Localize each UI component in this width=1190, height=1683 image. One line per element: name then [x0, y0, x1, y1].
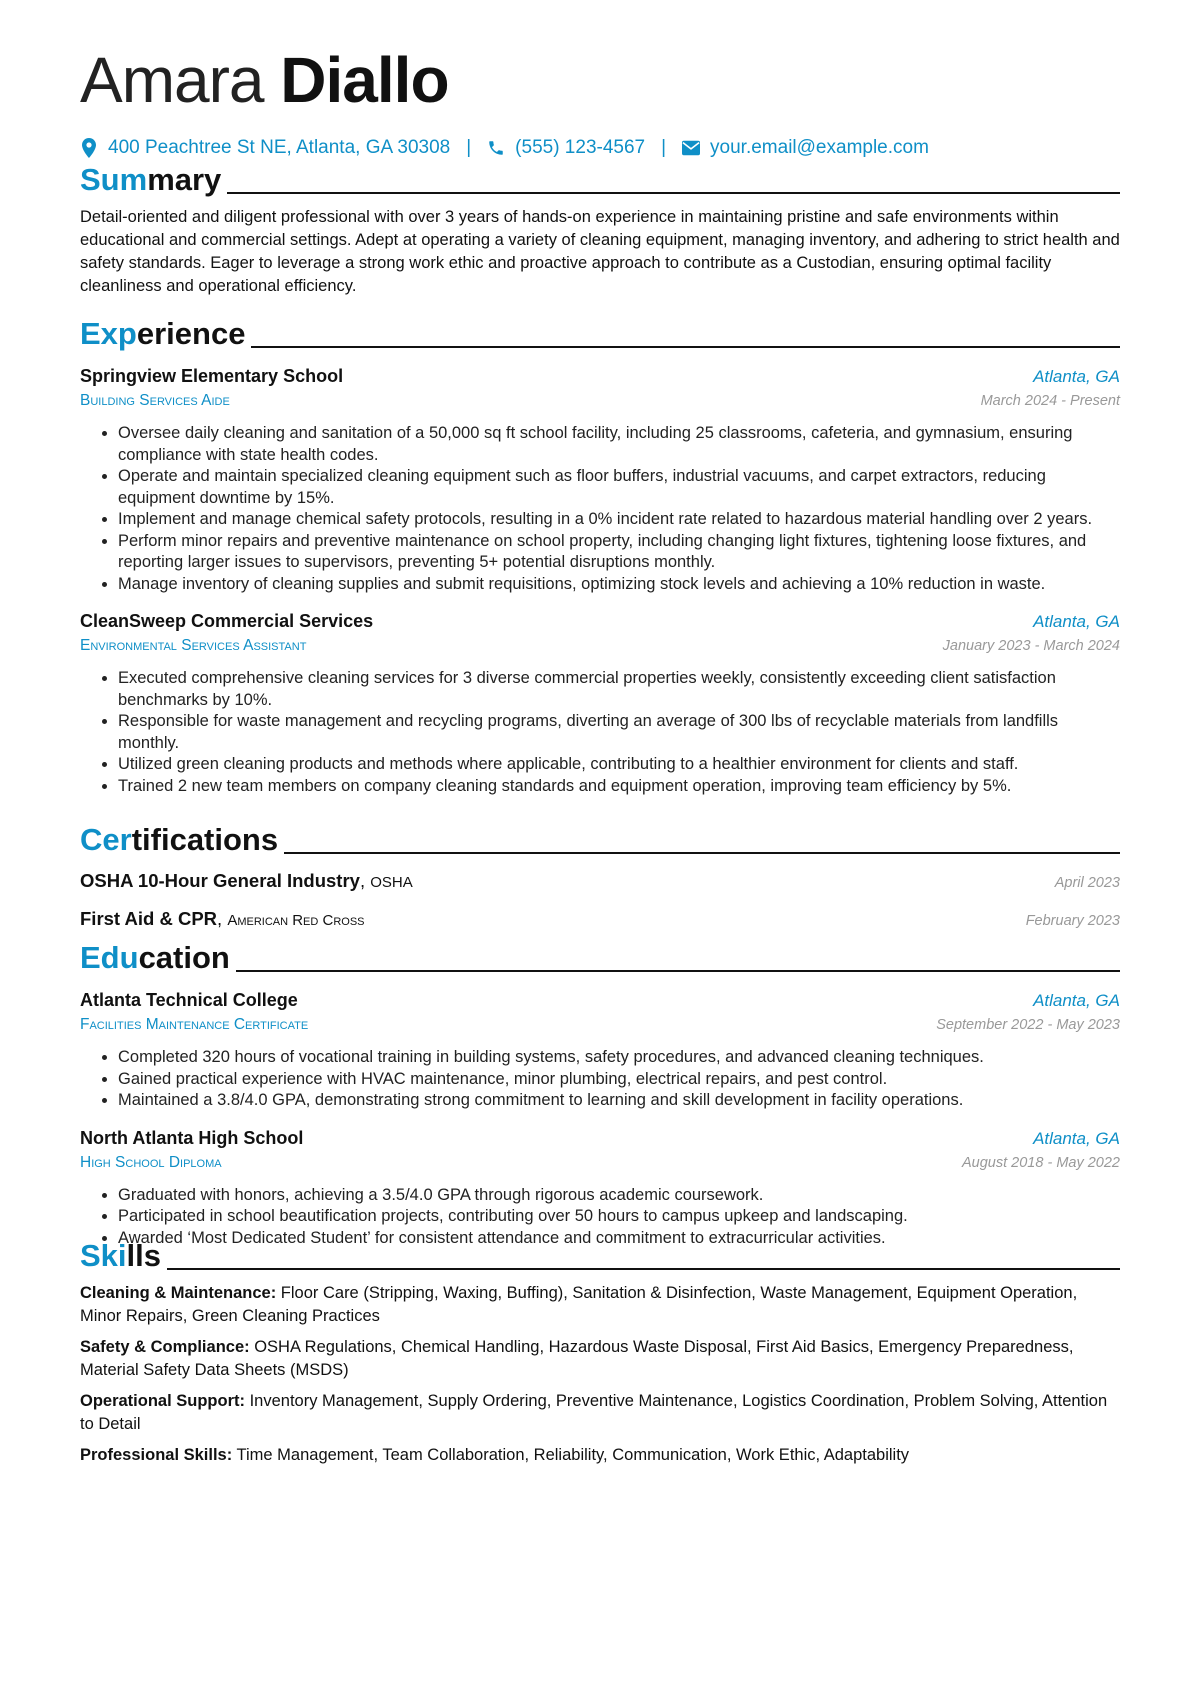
- skill-group: [80, 1390, 1120, 1436]
- bullet-item: • Awarded ‘Most Dedicated Student’ for consistent attendance and commitment to extracurricular activities.: [118, 1228, 1120, 1250]
- bullet-item: • Responsible for waste management and recycling programs, diverting an average of 300 lbs of recyclable materials from landfills monthly.: [118, 711, 1120, 754]
- school-name: Atlanta Technical College: [80, 990, 298, 1010]
- entry-dates: September 2022 - May 2023: [936, 1017, 1120, 1033]
- certification-date: February 2023: [1025, 913, 1120, 929]
- section-title: Summary: [80, 162, 222, 197]
- skill-group-text: Inventory Management, Supply Ordering, Preventive Maintenance, Logistics Coordination, Problem Solving, Attention to Detail: [80, 1392, 1108, 1433]
- bullet-item: • Gained practical experience with HVAC maintenance, minor plumbing, electrical repairs, and pest control.: [118, 1069, 1120, 1091]
- entry-location: Atlanta, GA: [1033, 612, 1120, 631]
- bullet-item: • Oversee daily cleaning and sanitation of a 50,000 sq ft school facility, including 25 classrooms, cafeteria, and gymnasium, ensuring compliance with state health codes.: [118, 423, 1120, 466]
- certification-item: OSHA 10-Hour General Industry, OSHA April 2023: [80, 868, 1120, 896]
- employer-name: CleanSweep Commercial Services: [80, 611, 374, 631]
- section-rule: [227, 192, 1120, 194]
- skill-group-label: Operational Support:: [80, 1392, 245, 1410]
- skill-group-label: Professional Skills:: [80, 1446, 233, 1464]
- certification-name: OSHA 10-Hour General Industry: [80, 870, 360, 891]
- summary-text: Detail-oriented and diligent professional with over 3 years of hands-on experience in maintaining pristine and safe environments within educational and commercial settings. Adept at operating a variety of cleaning equipment, managing inventory, and adhering to strict health and safety standards. Eager to leverage a strong work ethic and proactive approach to contribute as a Custodian, ensuring optimal facility cleanliness and operational efficiency.: [80, 208, 1120, 295]
- certification-item: First Aid & CPR, American Red Cross February 2023: [80, 906, 1120, 934]
- job-title: Building Services Aide: [80, 392, 230, 409]
- bullet-list: [80, 668, 1120, 797]
- section-rule: [251, 346, 1120, 348]
- summary-section: [80, 158, 1120, 298]
- skill-group: [80, 1282, 1120, 1328]
- certification-issuer: American Red Cross: [227, 912, 365, 929]
- credential: Facilities Maintenance Certificate: [80, 1016, 309, 1033]
- bullet-list: [80, 1047, 1120, 1112]
- experience-entry: [80, 364, 1120, 595]
- skill-group-text: OSHA Regulations, Chemical Handling, Hazardous Waste Disposal, First Aid Basics, Emergency Preparedness, Material Safety Data Sheets (MSDS): [80, 1338, 1074, 1379]
- section-header: [80, 312, 1120, 352]
- bullet-item: • Implement and manage chemical safety protocols, resulting in a 0% incident rate related to hazardous material handling over 2 years.: [118, 509, 1120, 531]
- contact-separator: |: [466, 137, 472, 158]
- entry-dates: March 2024 - Present: [980, 393, 1120, 409]
- skill-group-label: Cleaning & Maintenance:: [80, 1284, 277, 1302]
- section-title: Experience: [80, 316, 246, 351]
- entry-location: Atlanta, GA: [1033, 991, 1120, 1010]
- last-name: Diallo: [280, 44, 449, 116]
- section-header: [80, 1234, 1120, 1274]
- bullet-item: • Graduated with honors, achieving a 3.5/4.0 GPA through rigorous academic coursework.: [118, 1185, 1120, 1207]
- certification-issuer: OSHA: [370, 874, 413, 891]
- bullet-list: [80, 423, 1120, 595]
- certification-date: April 2023: [1054, 875, 1120, 891]
- education-section: [80, 936, 1120, 1249]
- map-pin-icon: [80, 138, 98, 158]
- certification-name: First Aid & CPR: [80, 908, 218, 929]
- education-entry: [80, 1126, 1120, 1250]
- skill-group: [80, 1444, 1120, 1467]
- section-title: Certifications: [80, 822, 279, 857]
- entry-dates: August 2018 - May 2022: [962, 1154, 1120, 1171]
- experience-entry: [80, 609, 1120, 797]
- entry-location: Atlanta, GA: [1033, 1128, 1120, 1148]
- bullet-item: • Utilized green cleaning products and methods where applicable, contributing to a healthier environment for clients and staff.: [118, 754, 1120, 776]
- bullet-item: • Operate and maintain specialized cleaning equipment such as floor buffers, industrial vacuums, and carpet extractors, reducing equipment downtime by 15%.: [118, 466, 1120, 509]
- section-title: Education: [80, 940, 230, 975]
- bullet-item: • Perform minor repairs and preventive maintenance on school property, including changing light fixtures, tightening loose fixtures, and reporting larger issues to supervisors, preventing 5+ potential disruptions monthly.: [118, 531, 1120, 574]
- phone-icon: [487, 138, 505, 158]
- school-name: North Atlanta High School: [80, 1127, 304, 1148]
- first-name: Amara: [80, 44, 264, 116]
- email-link[interactable]: your.email@example.com: [710, 137, 929, 158]
- bullet-item: • Maintained a 3.8/4.0 GPA, demonstrating strong commitment to learning and skill development in facility operations.: [118, 1090, 1120, 1112]
- candidate-name: [80, 42, 449, 118]
- entry-dates: January 2023 - March 2024: [942, 638, 1120, 654]
- envelope-icon: [682, 138, 700, 158]
- phone-link[interactable]: (555) 123-4567: [515, 137, 646, 158]
- section-rule: [236, 970, 1120, 972]
- experience-section: [80, 312, 1120, 797]
- section-header: [80, 158, 1120, 198]
- section-title: Skills: [80, 1238, 161, 1273]
- skill-group-text: Floor Care (Stripping, Waxing, Buffing), Sanitation & Disinfection, Waste Management, Equipment Operation, Minor Repairs, Green Cleaning Practices: [80, 1284, 1078, 1325]
- section-header: [80, 818, 1120, 858]
- skill-group-text: Time Management, Team Collaboration, Reliability, Communication, Work Ethic, Adaptability: [236, 1446, 910, 1464]
- certifications-section: [80, 818, 1120, 934]
- entry-location: Atlanta, GA: [1033, 367, 1120, 386]
- skills-section: [80, 1234, 1120, 1467]
- credential: High School Diploma: [80, 1153, 222, 1171]
- skill-group: [80, 1336, 1120, 1382]
- skill-group-label: Safety & Compliance:: [80, 1338, 250, 1356]
- bullet-item: • Manage inventory of cleaning supplies and submit requisitions, optimizing stock levels and achieving a 10% reduction in waste.: [118, 574, 1120, 596]
- contact-separator: |: [661, 137, 667, 158]
- bullet-item: • Executed comprehensive cleaning services for 3 diverse commercial properties weekly, consistently exceeding client satisfaction benchmarks by 10%.: [118, 668, 1120, 711]
- job-title: Environmental Services Assistant: [80, 637, 307, 654]
- education-entry: [80, 988, 1120, 1112]
- bullet-item: • Completed 320 hours of vocational training in building systems, safety procedures, and advanced cleaning techniques.: [118, 1047, 1120, 1069]
- address-text: 400 Peachtree St NE, Atlanta, GA 30308: [108, 137, 451, 158]
- section-rule: [167, 1268, 1120, 1270]
- section-rule: [284, 852, 1120, 854]
- bullet-item: • Trained 2 new team members on company cleaning standards and equipment operation, improving team efficiency by 5%.: [118, 776, 1120, 798]
- employer-name: Springview Elementary School: [80, 366, 344, 386]
- section-header: [80, 936, 1120, 976]
- bullet-item: • Participated in school beautification projects, contributing over 50 hours to campus upkeep and landscaping.: [118, 1206, 1120, 1228]
